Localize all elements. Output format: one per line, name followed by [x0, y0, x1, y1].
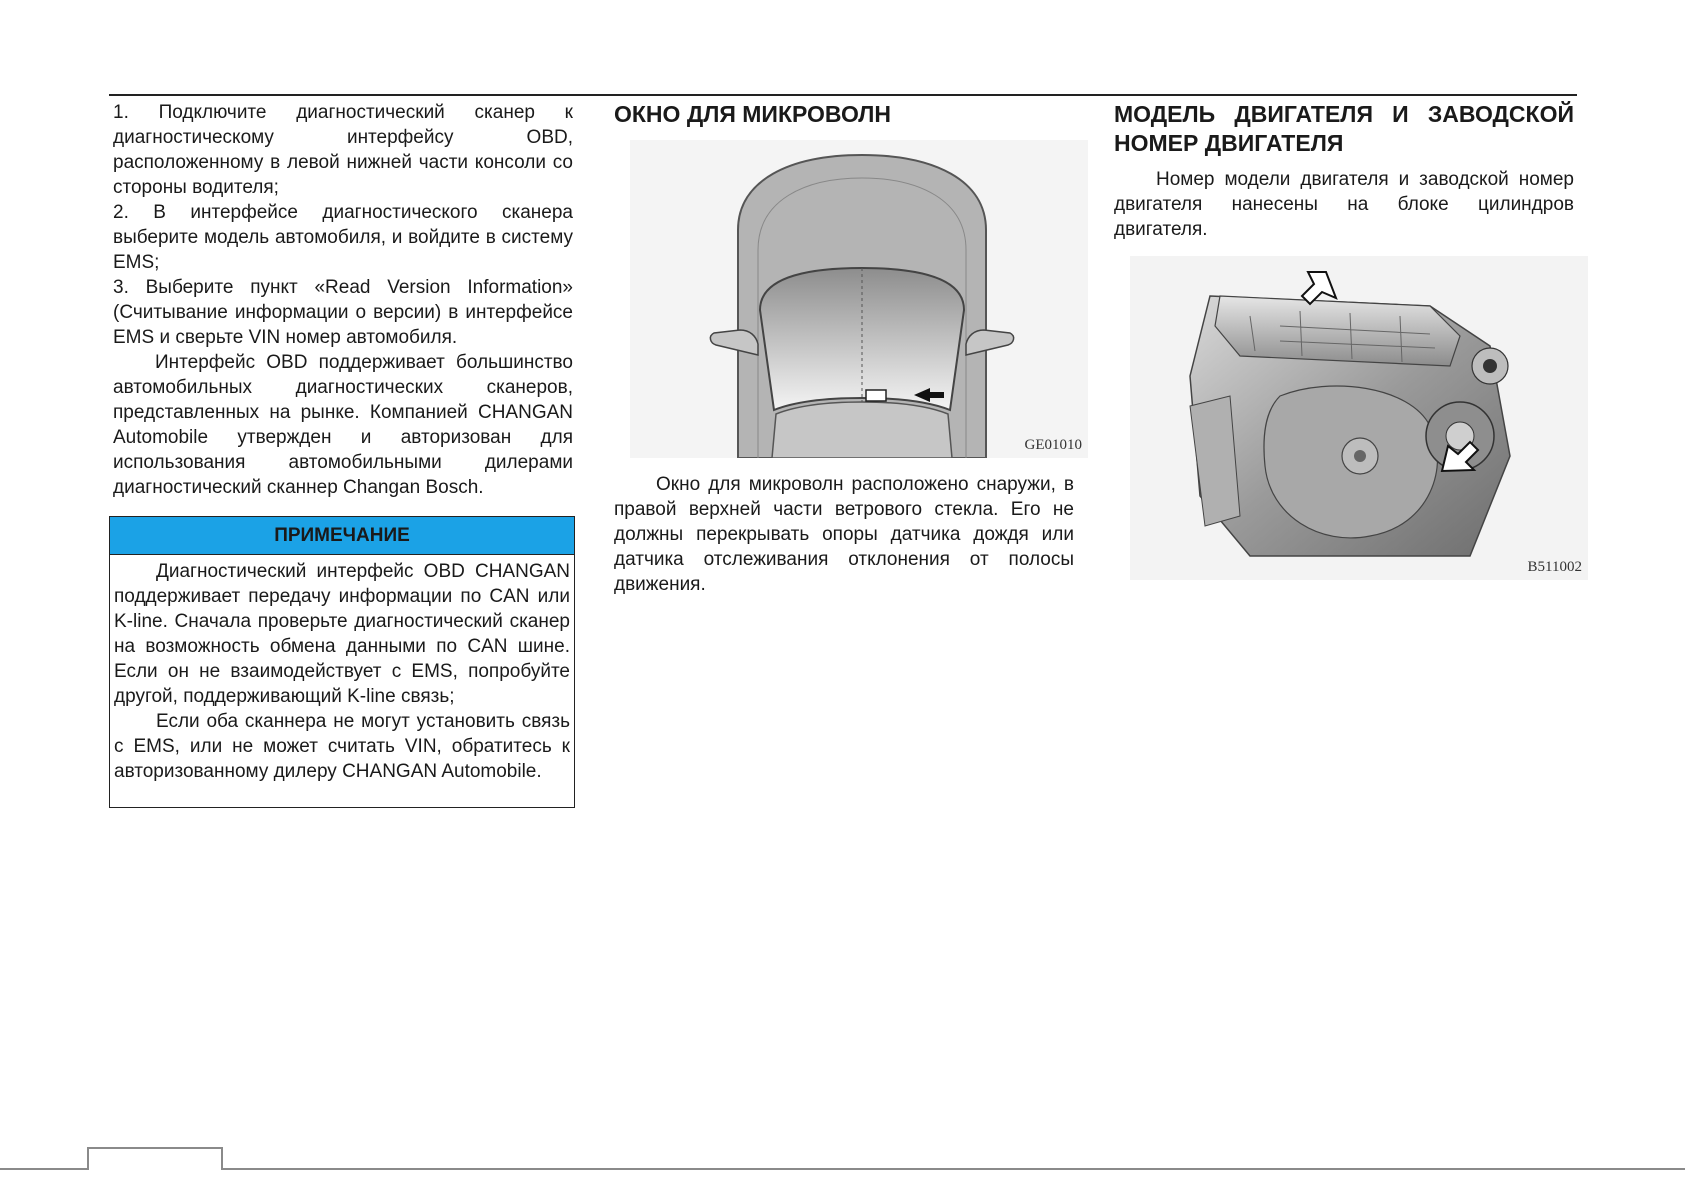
- page-number-tab: [87, 1147, 223, 1170]
- engine-number-heading-line2: НОМЕР ДВИГАТЕЛЯ: [1114, 130, 1344, 156]
- microwave-window-text: Окно для микроволн расположено снаружи, в правой верхней части ветрового стекла. Его не должны перекрывать опоры датчика дождя или датчика отслеживания отклонения от полосы движения.: [614, 474, 1074, 595]
- step-3: 3. Выберите пункт «Read Version Information» (Считывание информации о версии) в интерфейсе EMS и сверьте VIN номер автомобиля.: [113, 277, 573, 348]
- column-left: [113, 100, 573, 500]
- note-paragraph-2: Если оба сканнера не могут установить связь с EMS, или не может считать VIN, обратитесь к авторизованному дилеру CHANGAN Automobile.: [114, 711, 570, 782]
- engine-number-heading-line1: МОДЕЛЬ ДВИГАТЕЛЯ И ЗАВОДСКОЙ: [1114, 101, 1574, 127]
- note-body: [110, 555, 574, 784]
- column-middle: [614, 100, 1074, 129]
- note-box: [109, 516, 575, 808]
- step-2: 2. В интерфейсе диагностического сканера выберите модель автомобиля, и войдите в систему EMS;: [113, 202, 573, 273]
- engine-number-paragraph: Номер модели двигателя и заводской номер двигателя нанесены на блоке цилиндров двигателя.: [1114, 169, 1574, 240]
- car-top-view-illustration: [630, 140, 1088, 458]
- footer-rule: [0, 1168, 1685, 1170]
- step-1: 1. Подключите диагностический сканер к диагностическому интерфейсу OBD, расположенному в левой нижней части консоли со стороны водителя;: [113, 102, 573, 198]
- windshield-figure: [630, 140, 1088, 458]
- note-paragraph-1: Диагностический интерфейс OBD CHANGAN поддерживает передачу информации по CAN или K-line. Сначала проверьте диагностический сканер на возможность обмена данными по CAN шине. Если он не взаимодействует с EMS, попробуйте другой, поддерживающий K-line связь;: [114, 561, 570, 707]
- column-right: [1114, 100, 1574, 242]
- note-title: ПРИМЕЧАНИЕ: [110, 517, 574, 555]
- engine-figure: [1130, 256, 1588, 580]
- figure-code-b511002: B511002: [1527, 559, 1582, 575]
- engine-illustration: [1130, 256, 1588, 580]
- figure-code-ge01010: GE01010: [1024, 437, 1082, 453]
- microwave-window-heading: ОКНО ДЛЯ МИКРОВОЛН: [614, 101, 892, 127]
- header-rule: [109, 94, 1577, 96]
- obd-paragraph: Интерфейс OBD поддерживает большинство автомобильных диагностических сканеров, представленных на рынке. Компанией CHANGAN Automobile утвержден и авторизован для использования автомобильными дилерами диагностический сканнер Changan Bosch.: [113, 352, 573, 498]
